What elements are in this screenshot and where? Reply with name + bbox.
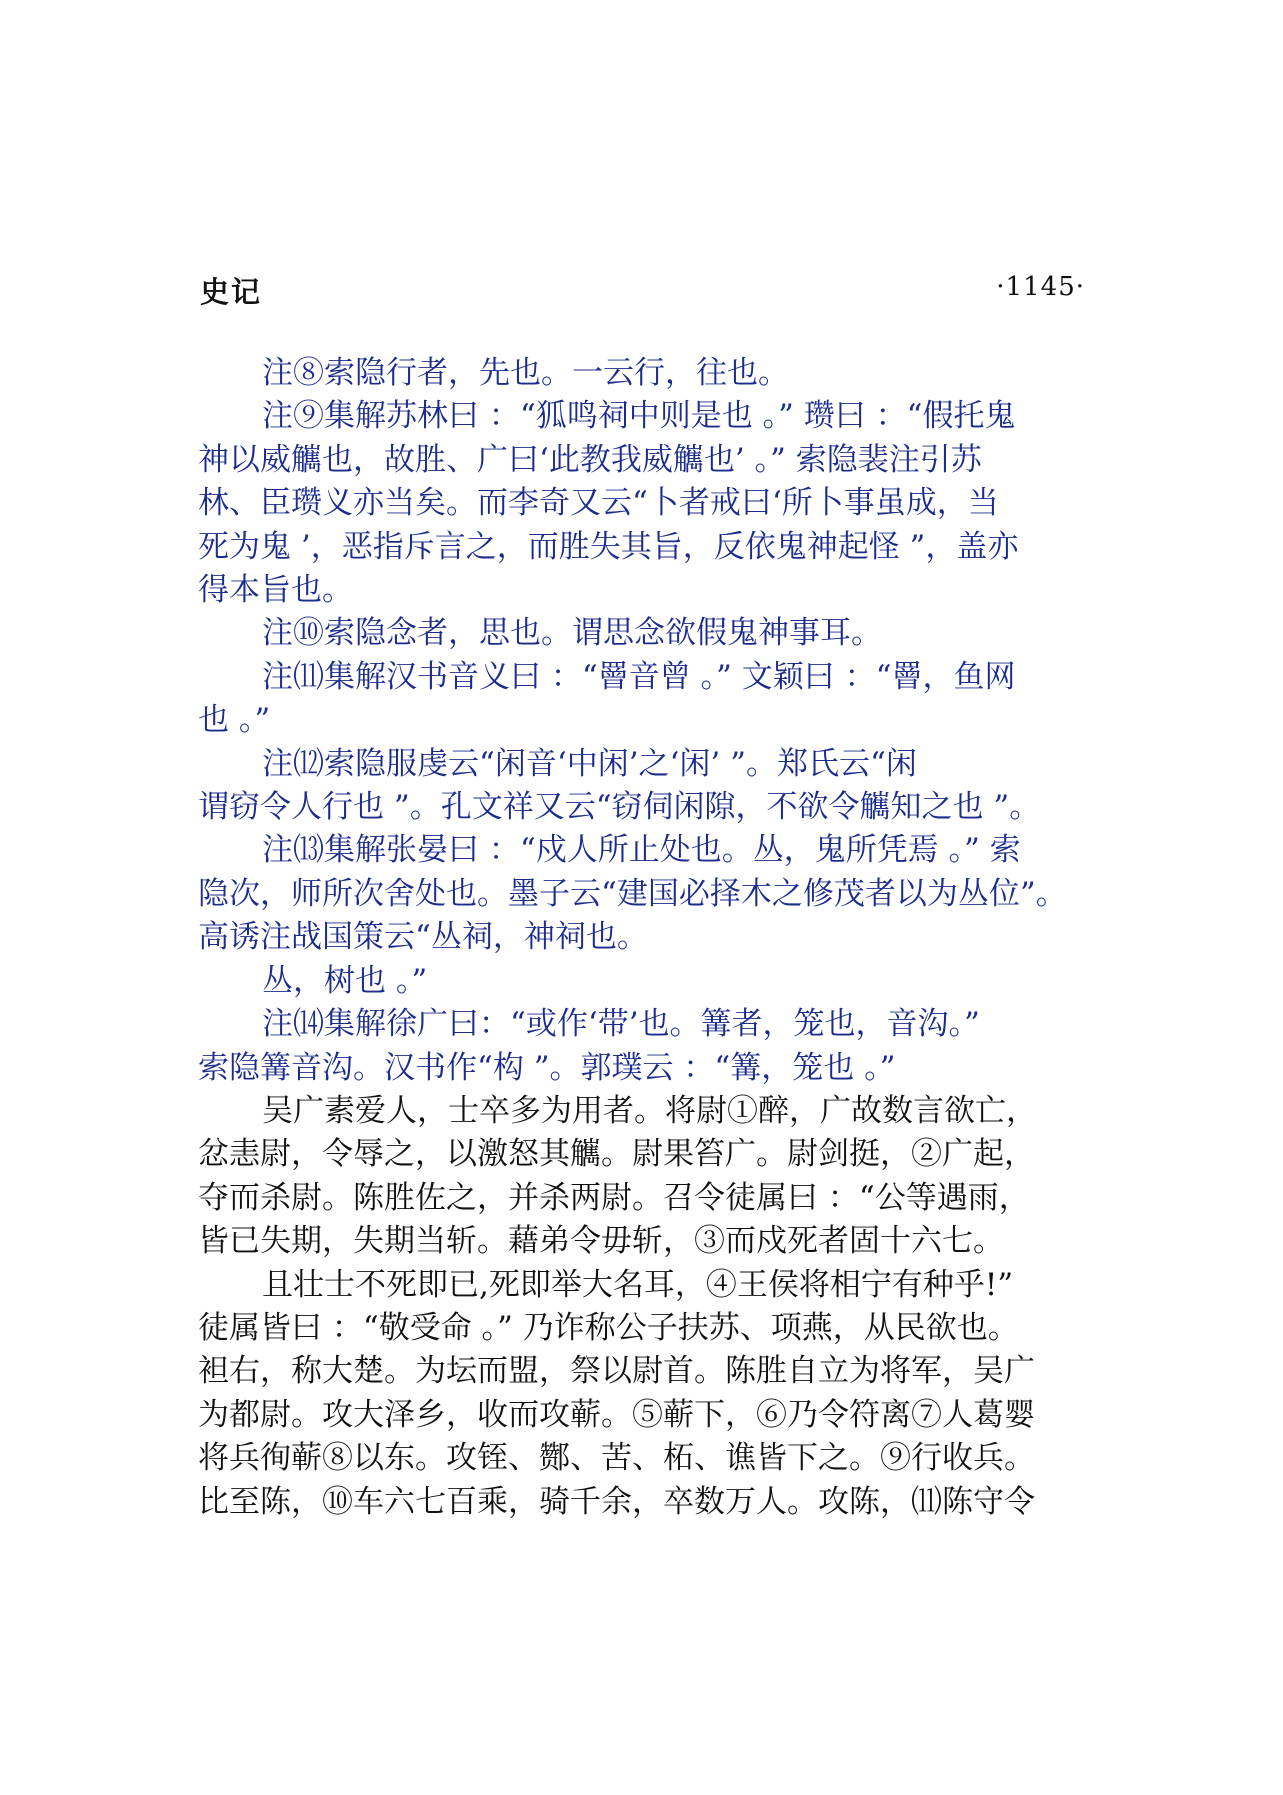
text-line: 高诱注战国策云“丛祠，神祠也。: [198, 919, 648, 956]
text-line: 隐次，师所次舍处也。墨子云“建国必择木之修茂者以为丛位”。: [198, 875, 1067, 912]
book-title: 史记: [200, 275, 263, 309]
main-text-paragraph: [198, 1090, 1098, 1264]
annotation-paragraph: [198, 1003, 1098, 1090]
text-line: 注⑾集解汉书音义曰 ：“罾音曾 。” 文颖曰 ：“罾，鱼网: [262, 658, 1016, 695]
text-line: 将兵徇蕲⑧以东。攻铚、酂、苦、柘、谯皆下之。⑨行收兵。: [198, 1440, 1035, 1477]
text-line: 徒属皆曰 ：“敬受命 。” 乃诈称公子扶苏、项燕，从民欲也。: [198, 1309, 1019, 1346]
annotation-paragraph: [198, 743, 1098, 830]
text-line: 注⒁集解徐广曰：“或作‘带’也。篝者，笼也，音沟。”: [262, 1006, 980, 1043]
text-line: 夺而杀尉。陈胜佐之，并杀两尉。召令徒属曰 ：“公等遇雨，: [198, 1179, 1030, 1216]
text-line: 忿恚尉，令辱之，以激怒其觽。尉果笞广。尉剑挺，②广起，: [198, 1136, 1035, 1173]
text-line: 也 。”: [198, 702, 271, 739]
running-header: [200, 270, 1085, 310]
text-line: 注⑨集解苏林曰 ：“狐鸣祠中则是也 。” 瓒曰 ：“假托鬼: [262, 398, 1016, 435]
annotation-paragraph: [198, 612, 1098, 655]
text-line: 袒右，称大楚。为坛而盟，祭以尉首。陈胜自立为将军，吴广: [198, 1353, 1035, 1390]
page-number: ·1145·: [996, 272, 1085, 302]
text-line: 注⑿索隐服虔云“闲音‘中闲’之‘闲’ ”。郑氏云“闲: [262, 745, 917, 782]
text-line: 注⒀集解张晏曰 ：“戍人所止处也。丛，鬼所凭焉 。” 索: [262, 832, 1021, 869]
text-line: 皆已失期，失期当斩。藉弟令毋斩，③而戍死者固十六七。: [198, 1223, 1004, 1260]
annotation-paragraph: [198, 829, 1098, 959]
annotation-paragraph: [198, 960, 1098, 1003]
body-text: [198, 352, 1098, 1524]
annotation-paragraph: [198, 656, 1098, 743]
text-line: 吴广素爱人，士卒多为用者。将尉①醉，广故数言欲亡，: [262, 1092, 1037, 1129]
text-line: 谓窃令人行也 ”。孔文祥又云“窃伺闲隙，不欲令觽知之也 ”。: [198, 789, 1041, 826]
text-line: 注⑩索隐念者，思也。谓思念欲假鬼神事耳。: [262, 615, 882, 652]
text-line: 为都尉。攻大泽乡，收而攻蕲。⑤蕲下，⑥乃令符离⑦人葛婴: [198, 1396, 1035, 1433]
text-line: 比至陈，⑩车六七百乘，骑千余，卒数万人。攻陈，⑾陈守令: [198, 1483, 1035, 1520]
annotation-paragraph: [198, 352, 1098, 395]
text-line: 注⑧索隐行者，先也。一云行，往也。: [262, 355, 789, 391]
text-line: 得本旨也。: [198, 572, 353, 609]
text-line: 死为鬼 ’，恶指斥言之，而胜失其旨，反依鬼神起怪 ”，盖亦: [198, 528, 1019, 565]
annotation-paragraph: [198, 395, 1098, 612]
text-line: 且壮士不死即已,死即举大名耳，④王侯将相宁有种乎!”: [262, 1266, 1014, 1303]
text-line: 林、臣瓒义亦当矣。而李奇又云“卜者戒曰‘所卜事虽成，当: [198, 485, 999, 522]
main-text-paragraph: [198, 1264, 1098, 1524]
text-line: 丛，树也 。”: [262, 962, 428, 999]
text-line: 索隐篝音沟。汉书作“构 ”。郭璞云 ：“篝，笼也 。”: [198, 1049, 896, 1086]
text-line: 神以威觽也，故胜、广曰‘此教我威觽也’ 。” 索隐裴注引苏: [198, 441, 982, 478]
